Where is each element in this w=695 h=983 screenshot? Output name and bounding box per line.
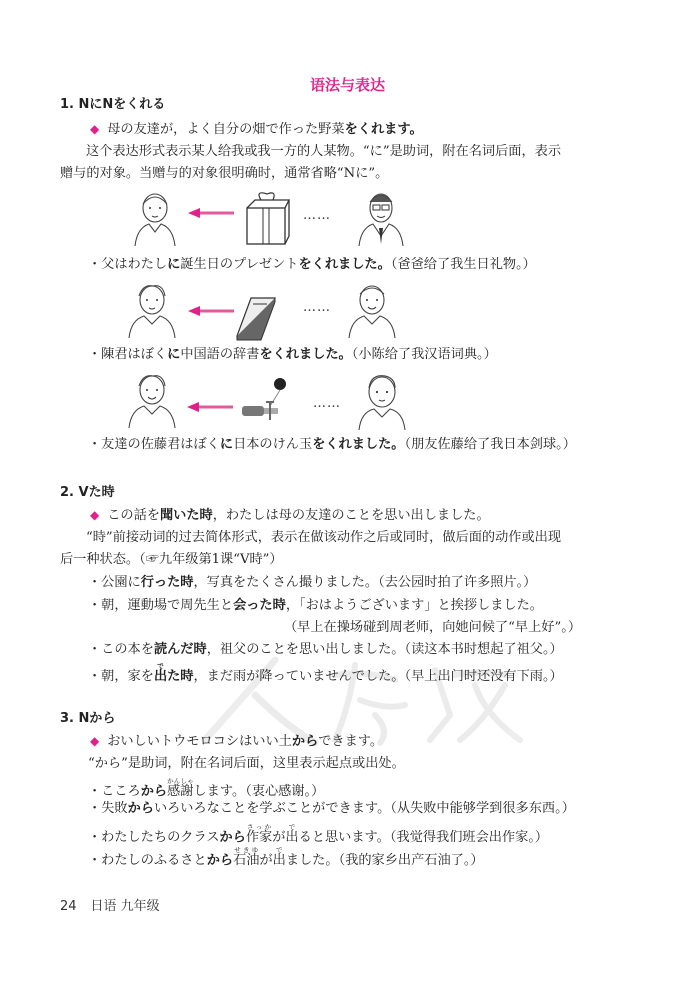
section2-sentence-3: ・この本を読んだ時，祖父のことを思い出しました。（读这本书时想起了祖父。）: [88, 642, 563, 657]
page-number: 24: [60, 899, 77, 914]
section3-heading: 3. Nから: [60, 711, 116, 726]
section3-example: ◆ おいしいトウモロコシはいい土からできます。: [90, 734, 384, 749]
dictionary-icon: [233, 292, 277, 340]
section2-sentence-2-translation: （早上在操场碰到周老师，向她问候了“早上好”。）: [284, 620, 582, 635]
section1-sentence-1: ・父はわたしに誕生日のプレゼントをくれました。（爸爸给了我生日礼物。）: [88, 257, 536, 272]
section2-explanation-2: 后一种状态。（☞九年级第1课“V時”）: [60, 552, 283, 567]
section3-sentence-1: ・こころから感謝かんしゃします。（衷心感谢。）: [88, 777, 325, 799]
section3-sentence-3: ・わたしたちのクラスから作家さっかが出でると思います。（我觉得我们班会出作家。）: [88, 823, 549, 845]
girl-student-icon: [133, 188, 177, 246]
diamond-bullet-icon: ◆: [90, 508, 100, 522]
section1-explanation-1: 这个表达形式表示某人给我或我一方的人某物。“に”是助词，附在名词后面，表示: [86, 144, 562, 159]
section2-sentence-2: ・朝，運動場で周先生と会った時，「おはようございます」と挨拶しました。: [88, 598, 543, 613]
illustration-row-kendama: [125, 370, 425, 430]
section1-sentence-2: ・陳君はぼくに中国語の辞書をくれました。（小陈给了我汉语词典。）: [88, 347, 497, 362]
section1-sentence-3: ・友達の佐藤君はぼくに日本のけん玉をくれました。（朋友佐藤给了我日本剑球。）: [88, 437, 576, 452]
section1-explanation-2: 赠与的对象。当赠与的对象很明确时，通常省略“Nに”。: [60, 166, 389, 181]
section2-example: ◆ この話を聞いた時，わたしは母の友達のことを思い出しました。: [90, 508, 490, 523]
kendama-icon: [240, 376, 290, 426]
section2-sentence-1: ・公園に行った時，写真をたくさん撮りました。（去公园时拍了许多照片。）: [88, 575, 537, 590]
boy-icon: [127, 280, 177, 338]
dots-ellipsis: ……: [313, 396, 341, 411]
book-title: 日语 九年级: [90, 899, 160, 914]
section2-heading: 2. Vた時: [60, 485, 115, 500]
section3-explanation: “から”是助词，附在名词后面，这里表示起点或出处。: [88, 756, 405, 771]
arrow-left-icon: [188, 208, 234, 218]
section2-sentence-4: ・朝，家を出でた時，まだ雨が降っていませんでした。（早上出门时还没有下雨。）: [88, 662, 563, 684]
section3-sentence-4: ・わたしのふるさとから石油せきゆが出でました。（我的家乡出产石油了。）: [88, 846, 484, 868]
illustration-row-gift: [125, 188, 425, 248]
illustration-row-dictionary: [125, 278, 425, 338]
boy-icon: [127, 370, 177, 428]
chen-boy-icon: [347, 280, 397, 338]
section3-sentence-2: ・失敗からいろいろなことを学ぶことができます。（从失败中能够学到很多东西。）: [88, 801, 575, 816]
arrow-left-icon: [188, 306, 234, 316]
dots-ellipsis: ……: [303, 208, 331, 223]
gift-box-icon: [243, 190, 289, 246]
section1-heading: 1. NにNをくれる: [60, 97, 166, 112]
father-icon: [357, 188, 405, 246]
section2-explanation-1: “時”前接动词的过去简体形式，表示在做该动作之后或同时，做后面的动作或出现: [86, 530, 562, 545]
diamond-bullet-icon: ◆: [90, 734, 100, 748]
page-title: 语法与表达: [309, 76, 385, 94]
arrow-left-icon: [187, 402, 233, 412]
sato-boy-icon: [357, 370, 407, 430]
diamond-bullet-icon: ◆: [90, 122, 100, 136]
dots-ellipsis: ……: [303, 300, 331, 315]
section1-example: ◆ 母の友達が，よく自分の畑で作った野菜をくれます。: [90, 122, 423, 137]
page-footer: [60, 895, 160, 914]
